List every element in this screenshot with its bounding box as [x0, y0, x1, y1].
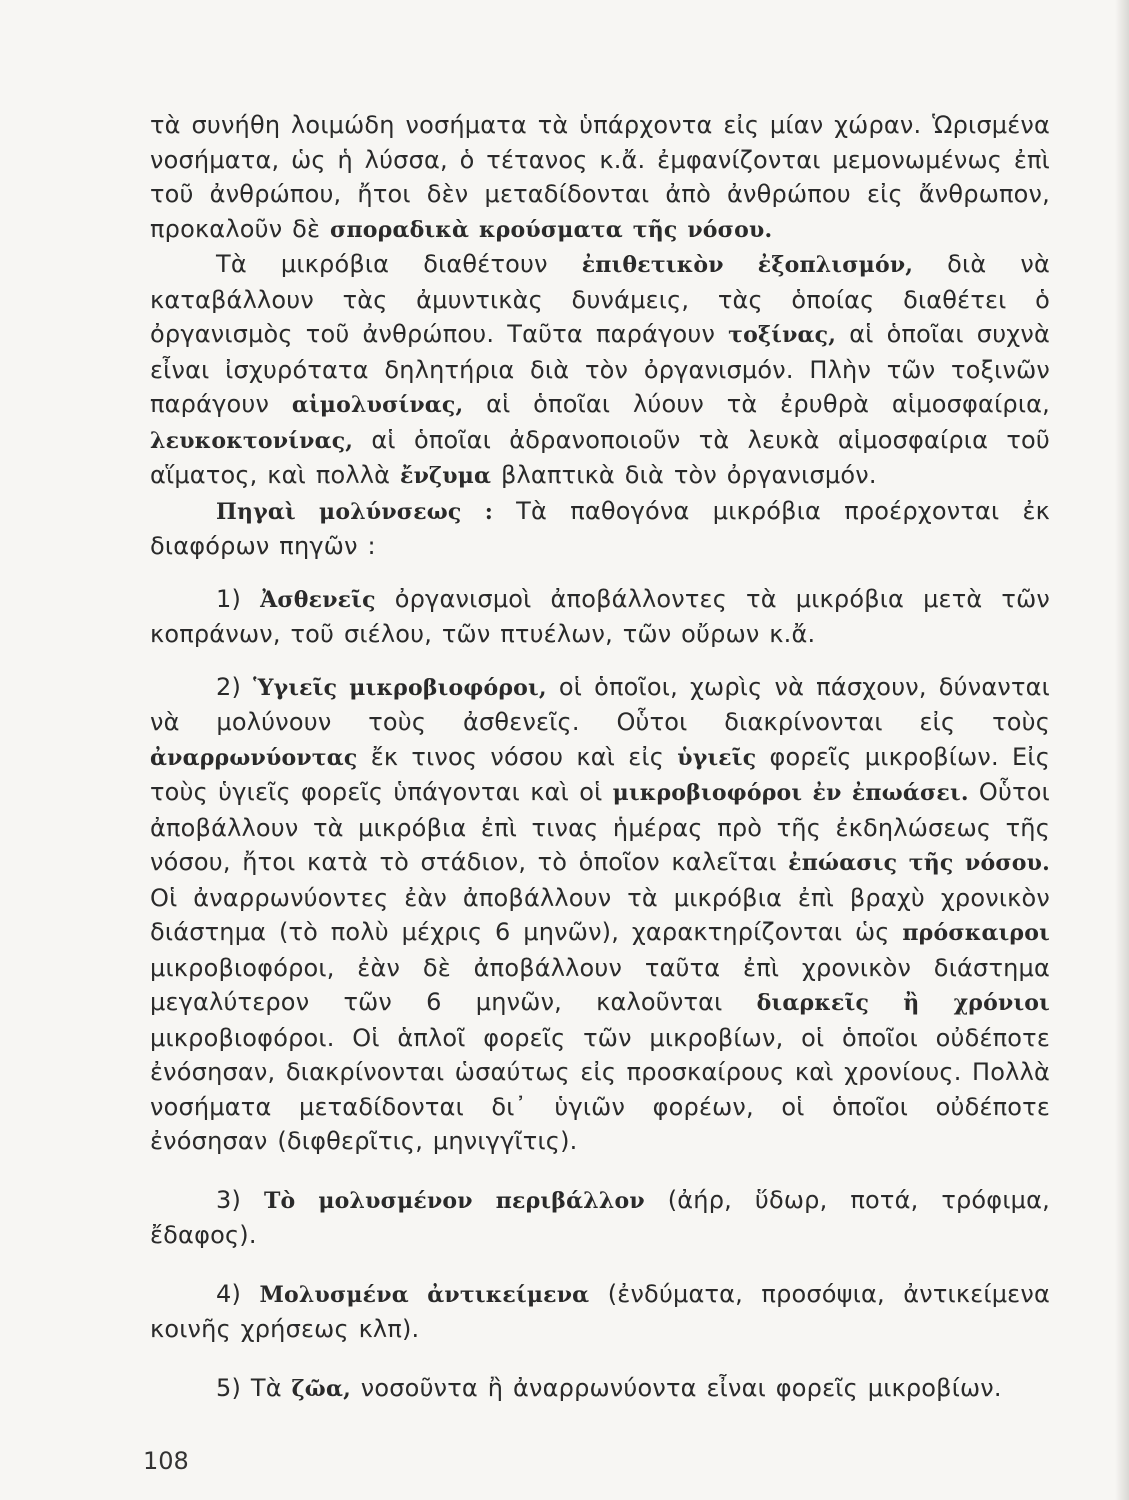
- text-span: (ἐνδύματα, προσόψια, ἀντικείμενα κοινῆς χρήσεως κλπ).: [150, 1279, 1050, 1343]
- emphasis-span: ζῶα,: [291, 1375, 351, 1402]
- emphasis-span: ὑγιεῖς: [677, 744, 757, 771]
- emphasis-span: ἐπώασις τῆς νόσου.: [788, 850, 1051, 876]
- emphasis-span: Ὑγιεῖς μικροβιοφόροι,: [253, 674, 547, 701]
- section-heading: Πηγαὶ μολύνσεως :: [216, 498, 494, 525]
- list-item-1: [150, 582, 1050, 652]
- body-text: [150, 108, 1050, 1406]
- list-number: 4): [216, 1279, 260, 1308]
- text-span: αἱ ὁποῖαι συχνὰ εἶναι ἰσχυρότατα δηλητήρια διὰ τὸν ὀργανισμόν. Πλὴν τῶν τοξινῶν παράγουν: [150, 320, 1050, 418]
- text-span: νοσοῦντα ἢ ἀναρρωνύοντα εἶναι φορεῖς μικροβίων.: [350, 1373, 1002, 1402]
- text-span: Τὰ παθογόνα μικρόβια προέρχονται ἐκ διαφόρων πηγῶν :: [150, 496, 1050, 560]
- list-item-3: [150, 1183, 1050, 1253]
- list-number: 1): [216, 584, 261, 613]
- text-span: τὰ συνήθη λοιμώδη νοσήματα τὰ ὑπάρχοντα εἰς μίαν χώραν. Ὡρισμένα νοσήματα, ὡς ἡ λύσσα, ὁ τέτανος κ.ἄ. ἐμφανίζονται μεμονωμένως ἐπὶ τοῦ ἀνθρώπου, ἤτοι δὲν μεταδίδονται ἀπὸ ἀνθρώπου εἰς ἄνθρωπον, προκαλοῦν δὲ: [150, 111, 1050, 243]
- text-span: μικροβιοφόροι, ἐὰν δὲ ἀποβάλλουν ταῦτα ἐπὶ χρονικὸν διάστημα μεγαλύτερον τῶν 6 μηνῶν, καλοῦνται: [150, 953, 1050, 1016]
- emphasis-span: διαρκεῖς ἢ χρόνιοι: [756, 990, 1051, 1016]
- emphasis-span: αἱμολυσίνας,: [291, 392, 464, 418]
- list-item-2: [150, 670, 1050, 1159]
- emphasis-span: ἔνζυμα: [400, 463, 492, 489]
- emphasis-span: λευκοκτονίνας,: [150, 427, 354, 454]
- text-span: αἱ ὁποῖαι λύουν τὰ ἐρυθρὰ αἱμοσφαίρια,: [463, 390, 1050, 418]
- text-span: αἱ ὁποῖαι ἀδρανοποιοῦν τὰ λευκὰ αἱμοσφαίρια τοῦ αἵματος, καὶ πολλὰ: [150, 425, 1050, 489]
- text-span: φορεῖς μικροβίων. Εἰς τοὺς ὑγιεῖς φορεῖς ὑπάγονται καὶ οἱ: [150, 742, 1050, 806]
- text-span: μικροβιοφόροι. Οἱ ἁπλοῖ φορεῖς τῶν μικροβίων, οἱ ὁποῖοι οὐδέποτε ἐνόσησαν, διακρίνονται ὡσαύτως εἰς προσκαίρους καὶ χρονίους. Πολλὰ νοσήματα μεταδίδονται δι᾽ ὑγιῶν φορέων, οἱ ὁποῖοι οὐδέποτε ἐνόσησαν (διφθερῖτις, μηνιγγῖτις).: [150, 1023, 1050, 1155]
- list-item-4: [150, 1277, 1050, 1347]
- paragraph-infection-sources: [150, 494, 1050, 564]
- list-item-5: [150, 1371, 1050, 1407]
- text-span: Τὰ μικρόβια διαθέτουν: [216, 250, 582, 278]
- list-number: 5) Τὰ: [216, 1373, 292, 1402]
- text-span: (ἀήρ, ὕδωρ, ποτά, τρόφιμα, ἔδαφος).: [150, 1185, 1050, 1249]
- emphasis-span: τοξίνας,: [728, 322, 837, 348]
- emphasis-span: πρόσκαιροι: [902, 920, 1050, 946]
- list-number: 2): [216, 672, 254, 701]
- emphasis-span: Μολυσμένα ἀντικείμενα: [259, 1281, 590, 1308]
- text-span: ἔκ τινος νόσου καὶ εἰς: [357, 742, 678, 771]
- text-span: διὰ νὰ καταβάλλουν τὰς ἀμυντικὰς δυνάμεις, τὰς ὁποίας διαθέτει ὁ ὀργανισμὸς τοῦ ἀνθρώπου. Ταῦτα παράγουν: [150, 250, 1051, 348]
- emphasis-span: μικροβιοφόροι ἐν ἐπωάσει.: [612, 780, 969, 806]
- list-number: 3): [216, 1185, 264, 1214]
- paragraph-microbe-weapons: [150, 247, 1050, 494]
- emphasis-span: ἀναρρωνύοντας: [150, 744, 358, 771]
- text-span: Οὗτοι ἀποβάλλουν τὰ μικρόβια ἐπὶ τινας ἡμέρας πρὸ τῆς ἐκδηλώσεως τῆς νόσου, ἤτοι κατὰ τὸ στάδιον, τὸ ὁποῖον καλεῖται: [150, 778, 1050, 876]
- emphasis-span: Τὸ μολυσμένον περιβάλλον: [263, 1187, 645, 1214]
- scan-edge-shadow: [1115, 0, 1129, 1500]
- text-span: Οἱ ἀναρρωνύοντες ἐὰν ἀποβάλλουν τὰ μικρόβια ἐπὶ βραχὺ χρονικὸν διάστημα (τὸ πολὺ μέχρις 6 μηνῶν), χαρακτηρίζονται ὡς: [150, 883, 1050, 946]
- text-span: ὀργανισμοὶ ἀποβάλλοντες τὰ μικρόβια μετὰ τῶν κοπράνων, τοῦ σιέλου, τῶν πτυέλων, τῶν οὔρων κ.ἄ.: [150, 584, 1050, 648]
- emphasis-span: ἐπιθετικὸν ἐξοπλισμόν,: [581, 252, 914, 278]
- emphasis-span: Ἀσθενεῖς: [260, 586, 376, 613]
- paragraph-continued: [150, 108, 1050, 247]
- text-span: βλαπτικὰ διὰ τὸν ὀργανισμόν.: [491, 461, 877, 489]
- emphasis-span: σποραδικὰ κρούσματα τῆς νόσου.: [330, 216, 773, 243]
- page-number: 108: [143, 1447, 189, 1475]
- text-span: οἱ ὁποῖοι, χωρὶς νὰ πάσχουν, δύνανται νὰ μολύνουν τοὺς ἀσθενεῖς. Οὗτοι διακρίνονται εἰς τοὺς: [150, 672, 1050, 736]
